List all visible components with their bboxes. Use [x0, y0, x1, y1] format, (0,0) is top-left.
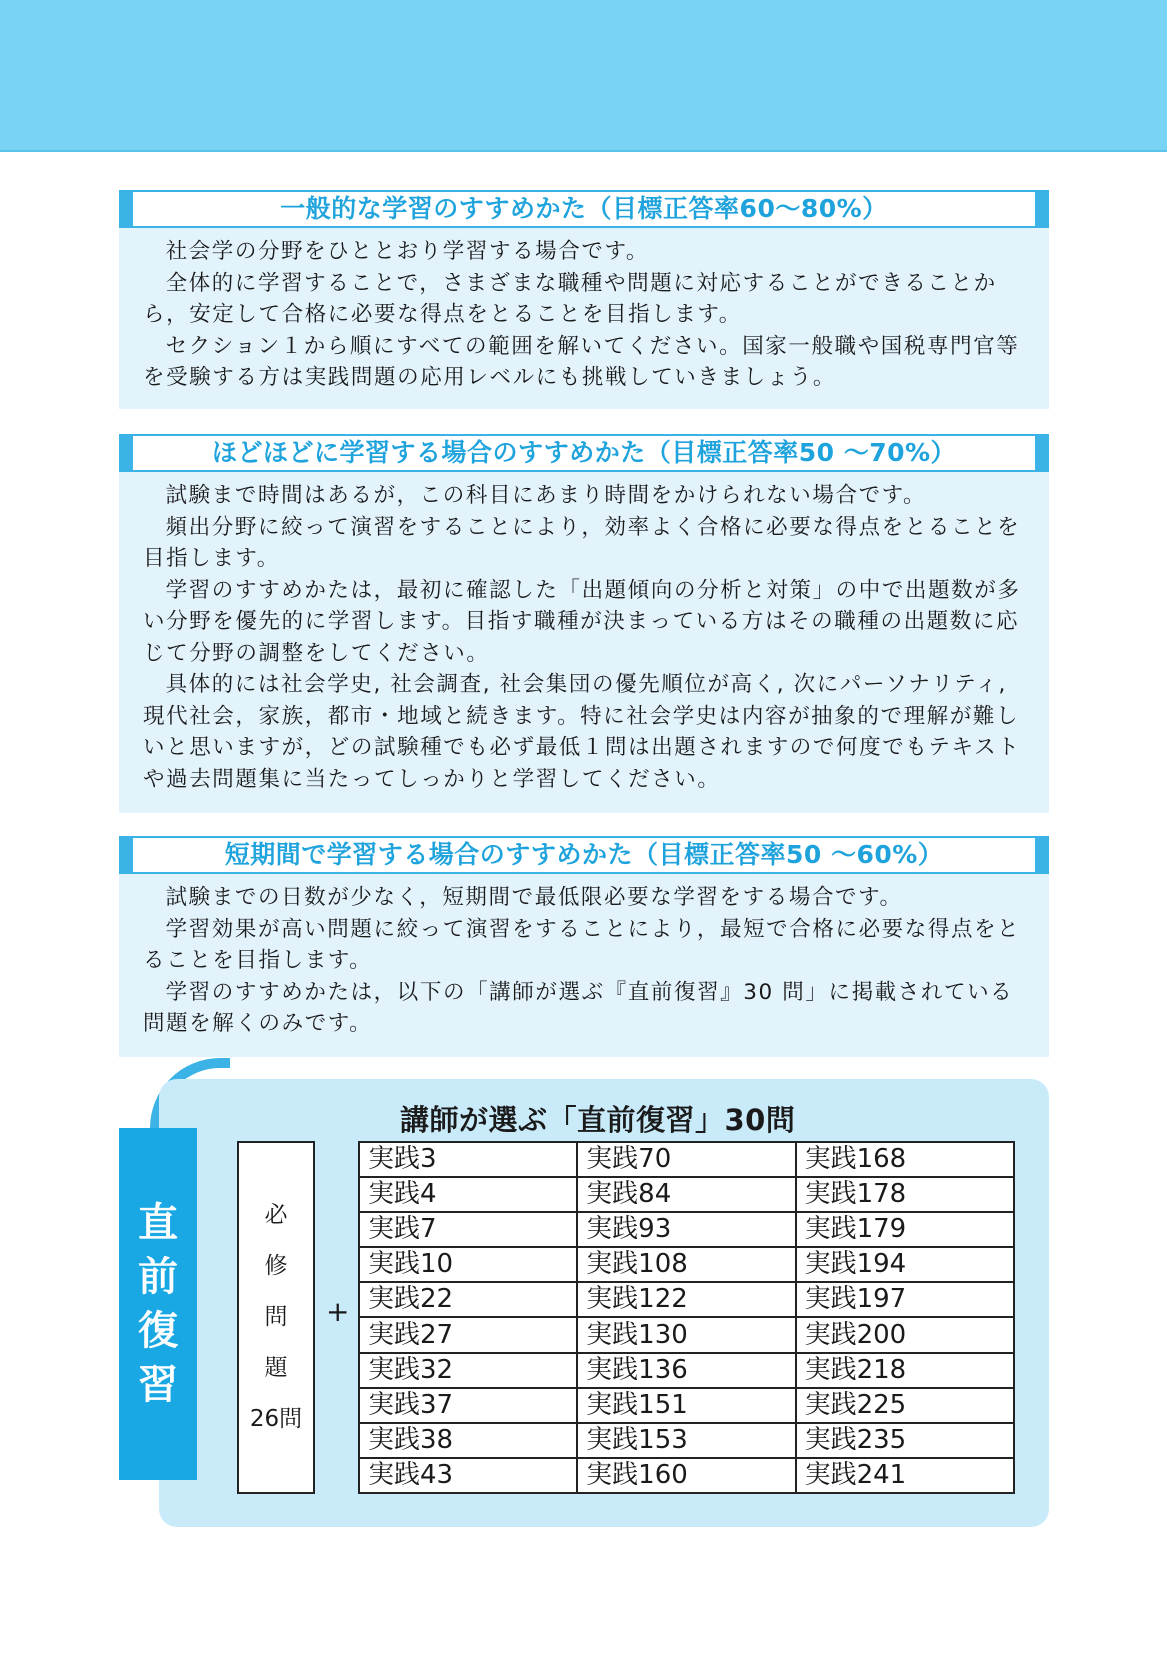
table-cell: 実践37 — [359, 1388, 577, 1423]
table-cell: 実践178 — [796, 1177, 1014, 1212]
table-cell: 実践197 — [796, 1282, 1014, 1317]
table-cell: 実践218 — [796, 1353, 1014, 1388]
section-general — [119, 190, 1049, 409]
paragraph: 学習のすすめかたは，以下の「講師が選ぶ『直前復習』30 問」に掲載されている問題を解くのみです。 — [143, 979, 1014, 1036]
top-banner — [0, 0, 1167, 152]
table-cell: 実践27 — [359, 1317, 577, 1352]
side-char: 復 — [138, 1308, 178, 1354]
section-body — [119, 472, 1049, 805]
table-cell: 実践194 — [796, 1247, 1014, 1282]
paragraph: 学習効果が高い問題に絞って演習をすることにより，最短で合格に必要な得点をとることを目指します。 — [143, 916, 1021, 973]
table-row — [359, 1282, 1014, 1317]
section-body — [119, 874, 1049, 1050]
section-heading — [119, 190, 1049, 228]
table-row — [359, 1353, 1014, 1388]
required-char: 修 — [264, 1253, 288, 1279]
paragraph: セクション１から順にすべての範囲を解いてください。国家一般職や国税専門官等を受験する方は実践問題の応用レベルにも挑戦していきましょう。 — [143, 333, 1020, 390]
table-row — [359, 1458, 1014, 1493]
required-char: 必 — [264, 1202, 288, 1228]
table-cell: 実践225 — [796, 1388, 1014, 1423]
required-char: 問 — [264, 1304, 288, 1330]
review-side-label — [119, 1128, 197, 1480]
table-cell: 実践235 — [796, 1423, 1014, 1458]
table-row — [359, 1212, 1014, 1247]
table-cell: 実践70 — [577, 1142, 795, 1177]
section-title: ほどほどに学習する場合のすすめかた（目標正答率50 ～70%） — [211, 438, 957, 467]
section-heading — [119, 836, 1049, 874]
practice-table — [358, 1141, 1015, 1494]
required-count: 26問 — [249, 1406, 303, 1432]
required-questions-box — [237, 1141, 315, 1494]
paragraph: 全体的に学習することで，さまざまな職種や問題に対応することができることから，安定して合格に必要な得点をとることを目指します。 — [143, 270, 997, 327]
required-char: 題 — [264, 1355, 288, 1381]
table-cell: 実践151 — [577, 1388, 795, 1423]
table-row — [359, 1317, 1014, 1352]
table-cell: 実践160 — [577, 1458, 795, 1493]
table-cell: 実践43 — [359, 1458, 577, 1493]
table-row — [359, 1388, 1014, 1423]
table-cell: 実践84 — [577, 1177, 795, 1212]
table-cell: 実践122 — [577, 1282, 795, 1317]
section-title: 一般的な学習のすすめかた（目標正答率60～80%） — [280, 194, 888, 223]
table-cell: 実践10 — [359, 1247, 577, 1282]
table-cell: 実践32 — [359, 1353, 577, 1388]
table-cell: 実践3 — [359, 1142, 577, 1177]
paragraph: 試験まで時間はあるが，この科目にあまり時間をかけられない場合です。 — [165, 483, 927, 508]
table-cell: 実践179 — [796, 1212, 1014, 1247]
paragraph: 頻出分野に絞って演習をすることにより，効率よく合格に必要な得点をとることを目指します。 — [143, 514, 1021, 571]
table-cell: 実践108 — [577, 1247, 795, 1282]
section-short-term — [119, 836, 1049, 1057]
side-char: 習 — [138, 1362, 178, 1408]
side-char: 前 — [138, 1254, 178, 1300]
table-cell: 実践93 — [577, 1212, 795, 1247]
table-cell: 実践130 — [577, 1317, 795, 1352]
table-row — [359, 1423, 1014, 1458]
table-cell: 実践136 — [577, 1353, 795, 1388]
table-row — [359, 1142, 1014, 1177]
table-row — [359, 1247, 1014, 1282]
section-title: 短期間で学習する場合のすすめかた（目標正答率50 ～60%） — [224, 840, 944, 869]
table-row — [359, 1177, 1014, 1212]
table-cell: 実践38 — [359, 1423, 577, 1458]
table-cell: 実践22 — [359, 1282, 577, 1317]
table-cell: 実践241 — [796, 1458, 1014, 1493]
paragraph: 学習のすすめかたは，最初に確認した「出題傾向の分析と対策」の中で出題数が多い分野を優先的に学習します。目指す職種が決まっている方はその職種の出題数に応じて分野の調整をしてください。 — [143, 577, 1021, 666]
section-body — [119, 228, 1049, 404]
table-cell: 実践168 — [796, 1142, 1014, 1177]
table-cell: 実践7 — [359, 1212, 577, 1247]
paragraph: 社会学の分野をひととおり学習する場合です。 — [165, 239, 649, 264]
section-heading — [119, 434, 1049, 472]
review-title: 講師が選ぶ「直前復習」30問 — [400, 1103, 796, 1137]
side-char: 直 — [138, 1200, 178, 1246]
table-cell: 実践4 — [359, 1177, 577, 1212]
paragraph: 具体的には社会学史, 社会調査, 社会集団の優先順位が高く, 次にパーソナリティ, 現代社会，家族，都市・地域と続きます。特に社会学史は内容が抽象的で理解が難しいと思いますが，どの試験種でも必ず最低１問は出題されますので何度でもテキストや過去問題集に当たってしっかりと学習してください。 — [143, 672, 1021, 792]
section-moderate — [119, 434, 1049, 813]
table-cell: 実践153 — [577, 1423, 795, 1458]
paragraph: 試験までの日数が少なく，短期間で最低限必要な学習をする場合です。 — [165, 885, 903, 910]
table-cell: 実践200 — [796, 1317, 1014, 1352]
plus-sign: + — [326, 1295, 350, 1328]
